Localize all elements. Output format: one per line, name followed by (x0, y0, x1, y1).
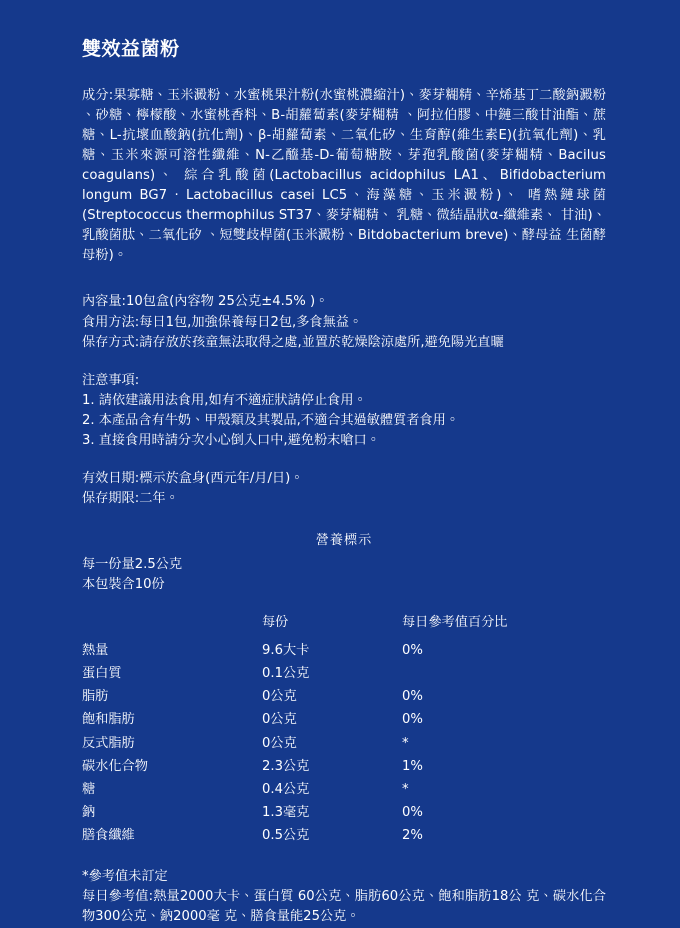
table-row (82, 732, 606, 755)
nutrient-name: 脂肪 (82, 689, 109, 705)
nutrient-daily-percent (402, 663, 606, 686)
table-header-row (82, 611, 606, 640)
nutrient-name: 碳水化合物 (82, 758, 148, 774)
table-row (82, 801, 606, 824)
nutrient-daily-percent: * (402, 781, 409, 797)
expiry-date-text: 有效日期:標示於盒身(西元年/月/日)。 (82, 470, 304, 486)
nutrient-per-serving: 0公克 (262, 712, 297, 728)
nutrient-per-serving: 0公克 (262, 689, 297, 705)
table-row (82, 663, 606, 686)
table-row (82, 709, 606, 732)
nutrient-daily-percent: 0% (402, 804, 423, 820)
nutrient-daily-percent: 2% (402, 827, 423, 843)
dates-section (82, 469, 606, 509)
table-row (82, 686, 606, 709)
table-row (82, 778, 606, 801)
nutrient-name: 飽和脂肪 (82, 712, 135, 728)
ingredients-section (82, 86, 606, 267)
nutrient-per-serving: 0.5公克 (262, 827, 310, 843)
nutrient-name: 膳食纖維 (82, 827, 135, 843)
nutrient-daily-percent: * (402, 735, 409, 751)
column-header-per-serving: 每份 (262, 614, 289, 630)
nutrient-daily-percent: 1% (402, 758, 423, 774)
nutrient-per-serving: 1.3毫克 (262, 804, 310, 820)
product-info-section (82, 292, 606, 352)
nutrition-table (82, 611, 606, 847)
page-title: 雙效益菌粉 (82, 38, 180, 60)
nutrient-name: 鈉 (82, 804, 96, 820)
table-row (82, 755, 606, 778)
column-header-daily-percent: 每日參考值百分比 (402, 614, 508, 630)
usage-text: 食用方法:每日1包,加強保養每日2包,多食無益。 (82, 314, 363, 330)
nutrient-daily-percent: 0% (402, 643, 423, 659)
nutrient-per-serving: 0.1公克 (262, 666, 310, 682)
nutrient-daily-percent: 0% (402, 712, 423, 728)
storage-text: 保存方式:請存放於孩童無法取得之處,並置於乾燥陰涼處所,避免陽光直曬 (82, 334, 504, 350)
serving-size-text: 每一份量2.5公克 (82, 557, 183, 573)
servings-per-pack-text: 本包裝含10份 (82, 577, 165, 593)
list-item: 2. 本產品含有牛奶、甲殼類及其製品,不適合其過敏體質者食用。 (82, 412, 460, 428)
notice-section (82, 371, 606, 451)
nutrition-heading: 營養標示 (315, 533, 373, 548)
table-row (82, 640, 606, 663)
nutrient-daily-percent: 0% (402, 689, 423, 705)
reference-values-text: 每日參考值:熱量2000大卡、蛋白質 60公克、脂肪60公克、飽和脂肪18公 克、碳水化合物300公克、鈉2000毫 克、膳食量能25公克。 (82, 889, 606, 925)
notice-title: 注意事項: (82, 372, 140, 388)
column-header-name (82, 611, 262, 640)
notice-list (82, 391, 606, 451)
nutrient-name: 反式脂肪 (82, 735, 135, 751)
nutrient-per-serving: 2.3公克 (262, 758, 310, 774)
list-item: 1. 請依建議用法食用,如有不適症狀請停止食用。 (82, 392, 367, 408)
nutrient-name: 熱量 (82, 643, 109, 659)
shelf-life-text: 保存期限:二年。 (82, 490, 179, 506)
footnote-text: *參考值未訂定 (82, 869, 168, 885)
nutrient-per-serving: 9.6大卡 (262, 643, 310, 659)
net-content-text: 內容量:10包盒(內容物 25公克±4.5% )。 (82, 294, 329, 310)
nutrient-per-serving: 0公克 (262, 735, 297, 751)
ingredients-label: 成分: (82, 87, 114, 103)
nutrient-name: 蛋白質 (82, 666, 122, 682)
nutrition-footnote-section (82, 867, 606, 927)
ingredients-text: 果寡糖、玉米澱粉、水蜜桃果汁粉(水蜜桃濃縮汁)、麥芽糊精、辛烯基丁二酸鈉澱粉 、砂糖、檸檬酸、水蜜桃香料、B-胡蘿蔔素(麥芽糊精 、阿拉伯膠、中鏈三酸甘油酯、蔗糖、L-抗壞血酸鈉(抗化劑)、β-胡蘿蔔素、二氧化矽、生育醇(維生素E)(抗氧化劑)、乳糖、玉米來源可溶性纖維、N-乙醯基-D-葡萄糖胺、芽孢乳酸菌(麥芽糊精、Bacilus coagulans)、 綜合乳酸菌(Lactobacillus acidophilus LA1、Bifidobacterium longum BG7 · Lactobacillus casei LC5、海藻糖、玉米澱粉)、 嗜熱鏈球菌(Streptococcus thermophilus ST37、麥芽糊精、 乳糖、微結晶狀α-纖維素、 甘油)、乳酸菌肽、二氧化矽 、短雙歧桿菌(玉米澱粉、Bitdobacterium breve)、酵母益 生菌酵母粉)。 (82, 87, 606, 264)
nutrient-name: 糖 (82, 781, 96, 797)
nutrient-per-serving: 0.4公克 (262, 781, 310, 797)
list-item: 3. 直接食用時請分次小心倒入口中,避免粉末嗆口。 (82, 432, 380, 448)
table-row (82, 824, 606, 847)
